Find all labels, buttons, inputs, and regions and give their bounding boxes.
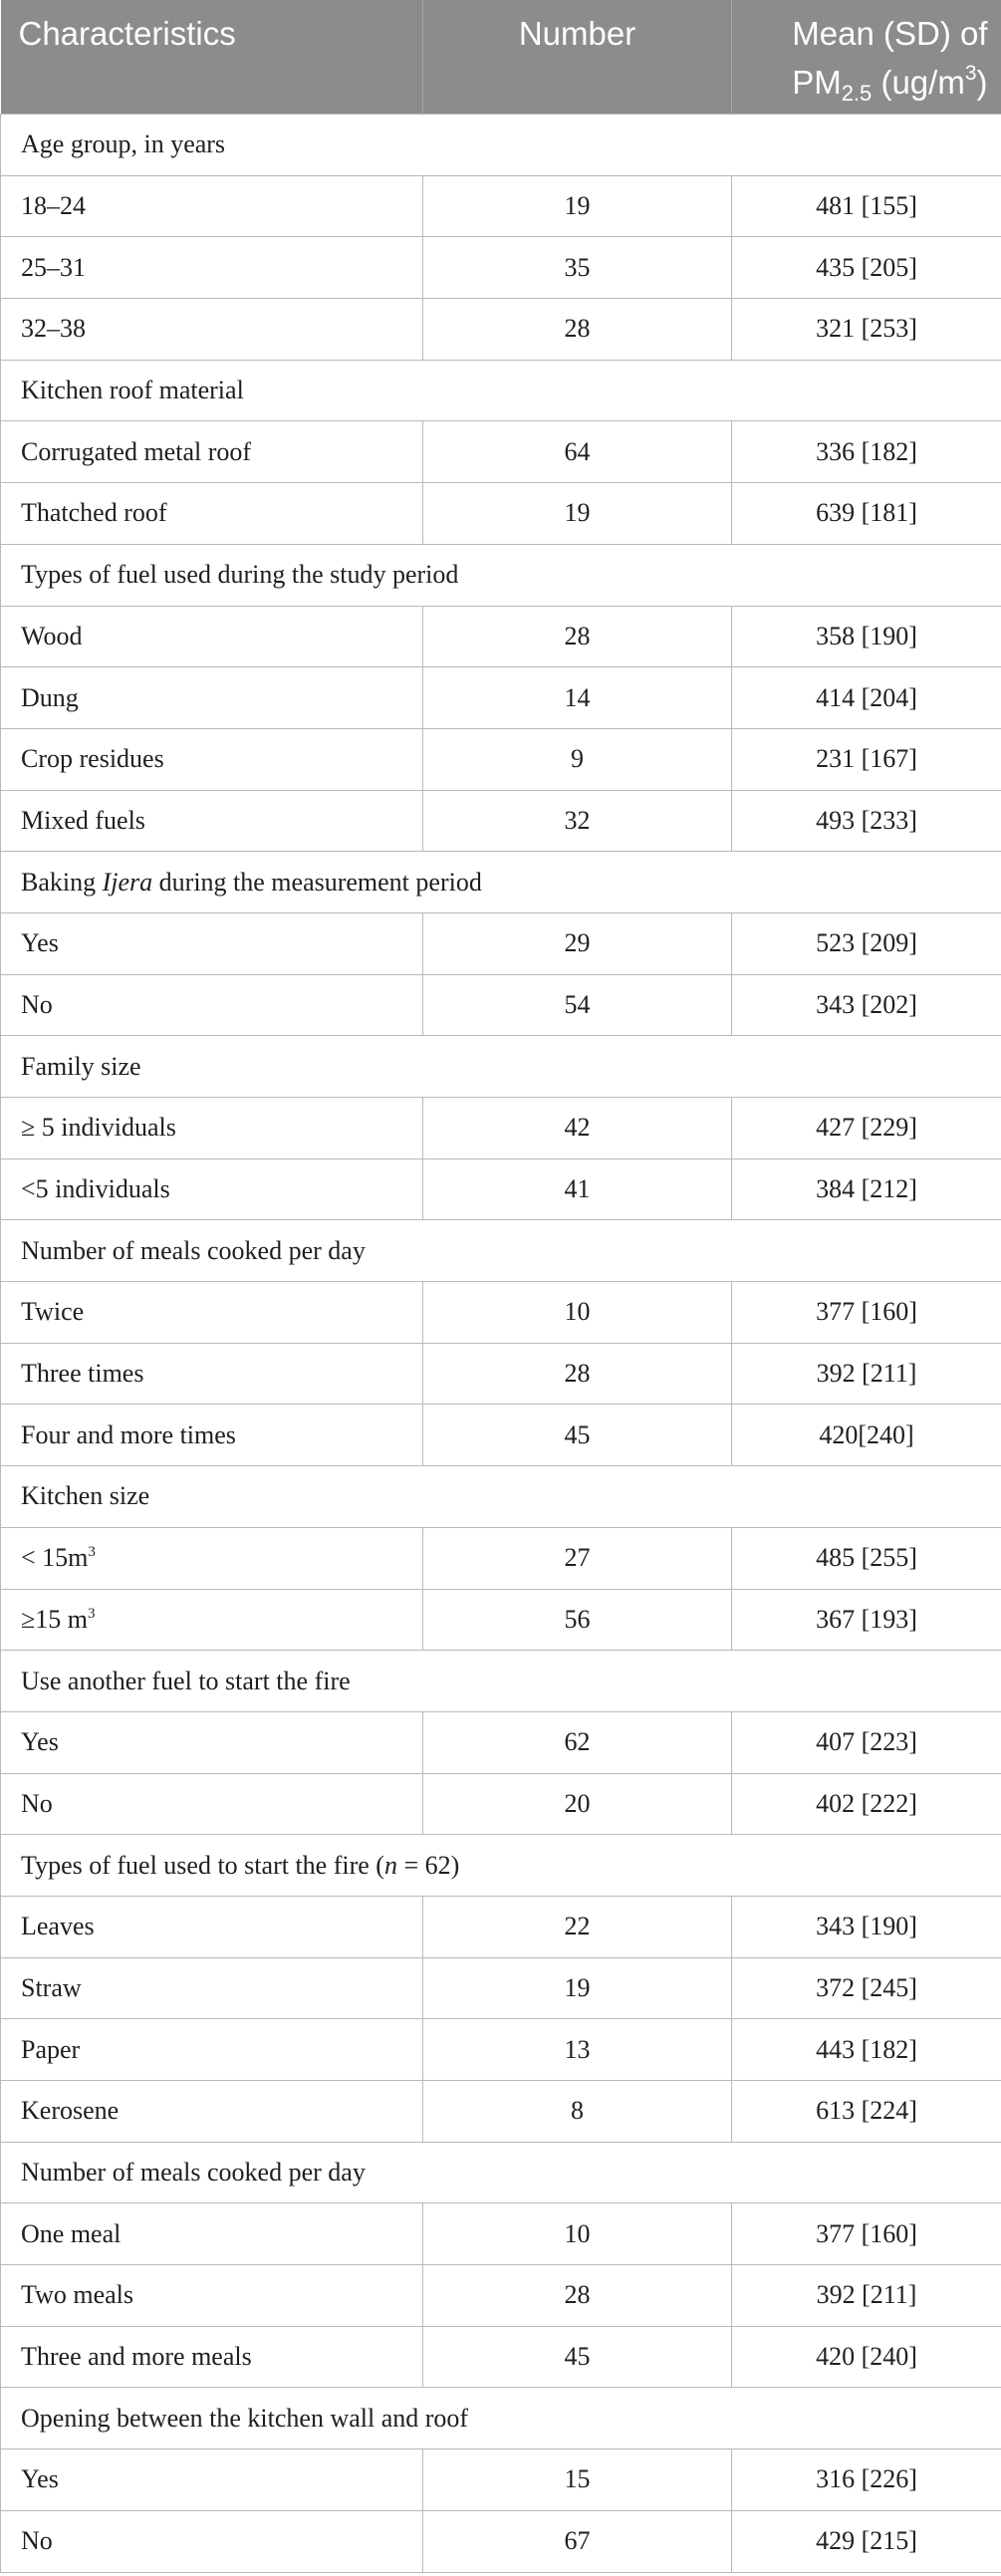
section-row (1, 1220, 1001, 1282)
row-number: 10 (423, 1282, 732, 1344)
header-unit-sup: 3 (964, 62, 977, 85)
row-number: 56 (423, 1589, 732, 1651)
row-label: Mixed fuels (1, 790, 423, 852)
row-mean: 443 [182] (732, 2019, 1001, 2081)
row-label: Yes (1, 2449, 423, 2511)
row-mean: 485 [255] (732, 1527, 1001, 1589)
row-mean: 420 [240] (732, 2326, 1001, 2388)
section-label-post: = 62) (396, 1850, 460, 1880)
row-label: Thatched roof (1, 483, 423, 545)
row-label: 25–31 (1, 237, 423, 299)
section-label: Number of meals cooked per day (1, 1220, 1001, 1282)
section-row (1, 1036, 1001, 1098)
header-unit: (ug/m (872, 64, 965, 101)
header-mean-sd (732, 0, 1001, 115)
row-label: Twice (1, 1282, 423, 1344)
row-number: 20 (423, 1773, 732, 1835)
row-label: Three times (1, 1343, 423, 1405)
row-mean: 372 [245] (732, 1957, 1001, 2019)
row-number: 28 (423, 606, 732, 667)
table-row (1, 790, 1001, 852)
row-mean: 407 [223] (732, 1711, 1001, 1773)
row-label-sup: 3 (88, 1605, 96, 1622)
row-number: 28 (423, 1343, 732, 1405)
table-row (1, 2510, 1001, 2572)
row-mean: 493 [233] (732, 790, 1001, 852)
section-label-baking (1, 852, 1001, 913)
row-mean: 392 [211] (732, 2265, 1001, 2327)
row-label: Wood (1, 606, 423, 667)
row-number: 14 (423, 667, 732, 729)
table-header-row (1, 0, 1001, 115)
section-label-pre: Types of fuel used to start the fire ( (21, 1850, 384, 1880)
table-row (1, 1957, 1001, 2019)
row-number: 54 (423, 974, 732, 1036)
row-number: 41 (423, 1159, 732, 1220)
row-label: One meal (1, 2203, 423, 2265)
row-label-kitchen (1, 1527, 423, 1589)
table-row (1, 1343, 1001, 1405)
row-mean: 420[240] (732, 1405, 1001, 1466)
row-label: No (1, 2510, 423, 2572)
row-mean: 481 [155] (732, 175, 1001, 237)
row-mean: 377 [160] (732, 2203, 1001, 2265)
row-number: 19 (423, 1957, 732, 2019)
row-number: 15 (423, 2449, 732, 2511)
row-label: Yes (1, 912, 423, 974)
section-label-em: n (383, 1850, 397, 1880)
row-mean: 384 [212] (732, 1159, 1001, 1220)
section-label-pre: Baking (21, 867, 103, 897)
row-number: 27 (423, 1527, 732, 1589)
row-label: No (1, 1773, 423, 1835)
row-label: Yes (1, 1711, 423, 1773)
row-number: 19 (423, 175, 732, 237)
row-mean: 402 [222] (732, 1773, 1001, 1835)
row-number: 45 (423, 2326, 732, 2388)
section-row (1, 544, 1001, 606)
header-pm: PM (792, 64, 842, 101)
section-row (1, 1466, 1001, 1528)
table-row (1, 1527, 1001, 1589)
section-label-em: Ijera (102, 867, 153, 897)
row-mean: 336 [182] (732, 421, 1001, 483)
row-number: 10 (423, 2203, 732, 2265)
row-label: Four and more times (1, 1405, 423, 1466)
table-row (1, 974, 1001, 1036)
row-number: 19 (423, 483, 732, 545)
section-row (1, 1651, 1001, 1712)
section-label: Age group, in years (1, 115, 1001, 176)
row-number: 42 (423, 1098, 732, 1159)
table-row (1, 1098, 1001, 1159)
row-number: 32 (423, 790, 732, 852)
table-row (1, 1773, 1001, 1835)
row-mean: 231 [167] (732, 728, 1001, 790)
section-row (1, 115, 1001, 176)
row-mean: 343 [190] (732, 1896, 1001, 1957)
section-label: Kitchen roof material (1, 360, 1001, 421)
section-label-post: during the measurement period (152, 867, 482, 897)
header-pm-sub: 2.5 (841, 81, 873, 106)
row-label: Leaves (1, 1896, 423, 1957)
table-row (1, 483, 1001, 545)
table-row (1, 2265, 1001, 2327)
section-row (1, 2142, 1001, 2203)
row-mean: 358 [190] (732, 606, 1001, 667)
table-row (1, 1405, 1001, 1466)
row-label: ≥ 5 individuals (1, 1098, 423, 1159)
row-mean: 435 [205] (732, 237, 1001, 299)
row-label: < 15m (21, 1543, 89, 1573)
table-row (1, 1711, 1001, 1773)
header-unit-close: ) (976, 64, 988, 101)
header-characteristics: Characteristics (18, 15, 236, 52)
table-row (1, 175, 1001, 237)
row-number: 64 (423, 421, 732, 483)
table-row (1, 1159, 1001, 1220)
section-row (1, 852, 1001, 913)
row-number: 62 (423, 1711, 732, 1773)
row-number: 28 (423, 299, 732, 361)
header-mean-line1: Mean (SD) of (792, 15, 988, 52)
row-mean: 367 [193] (732, 1589, 1001, 1651)
table-row (1, 299, 1001, 361)
table-row (1, 606, 1001, 667)
row-number: 67 (423, 2510, 732, 2572)
row-number: 45 (423, 1405, 732, 1466)
table-row (1, 2019, 1001, 2081)
row-label: 18–24 (1, 175, 423, 237)
section-row (1, 360, 1001, 421)
row-mean: 429 [215] (732, 2510, 1001, 2572)
table-row (1, 728, 1001, 790)
section-label: Family size (1, 1036, 1001, 1098)
row-number: 35 (423, 237, 732, 299)
row-number: 28 (423, 2265, 732, 2327)
section-label: Number of meals cooked per day (1, 2142, 1001, 2203)
row-mean: 392 [211] (732, 1343, 1001, 1405)
row-label: No (1, 974, 423, 1036)
section-label-start (1, 1835, 1001, 1897)
table-row (1, 2081, 1001, 2143)
table-row (1, 912, 1001, 974)
table-row (1, 1896, 1001, 1957)
row-label: <5 individuals (1, 1159, 423, 1220)
header-number: Number (423, 0, 732, 115)
section-row (1, 2388, 1001, 2449)
row-mean: 343 [202] (732, 974, 1001, 1036)
row-label: Two meals (1, 2265, 423, 2327)
row-mean: 613 [224] (732, 2081, 1001, 2143)
row-mean: 321 [253] (732, 299, 1001, 361)
row-label: Straw (1, 1957, 423, 2019)
row-label: Corrugated metal roof (1, 421, 423, 483)
section-row (1, 1835, 1001, 1897)
section-label: Use another fuel to start the fire (1, 1651, 1001, 1712)
section-label: Kitchen size (1, 1466, 1001, 1528)
table-row (1, 2449, 1001, 2511)
table-row (1, 2203, 1001, 2265)
row-mean: 639 [181] (732, 483, 1001, 545)
row-label-kitchen (1, 1589, 423, 1651)
row-mean: 316 [226] (732, 2449, 1001, 2511)
row-number: 22 (423, 1896, 732, 1957)
table-row (1, 2326, 1001, 2388)
row-mean: 414 [204] (732, 667, 1001, 729)
row-label-sup: 3 (88, 1544, 96, 1561)
row-label: Kerosene (1, 2081, 423, 2143)
section-label: Types of fuel used during the study period (1, 544, 1001, 606)
row-number: 13 (423, 2019, 732, 2081)
row-mean: 523 [209] (732, 912, 1001, 974)
table-row (1, 667, 1001, 729)
row-number: 9 (423, 728, 732, 790)
row-mean: 427 [229] (732, 1098, 1001, 1159)
section-label: Opening between the kitchen wall and roof (1, 2388, 1001, 2449)
row-mean: 377 [160] (732, 1282, 1001, 1344)
row-label: ≥15 m (21, 1604, 88, 1634)
row-label: Paper (1, 2019, 423, 2081)
table-row (1, 1589, 1001, 1651)
row-number: 29 (423, 912, 732, 974)
row-label: 32–38 (1, 299, 423, 361)
table-row (1, 237, 1001, 299)
row-label: Dung (1, 667, 423, 729)
row-label: Three and more meals (1, 2326, 423, 2388)
row-number: 8 (423, 2081, 732, 2143)
table-row (1, 1282, 1001, 1344)
table-row (1, 421, 1001, 483)
row-label: Crop residues (1, 728, 423, 790)
